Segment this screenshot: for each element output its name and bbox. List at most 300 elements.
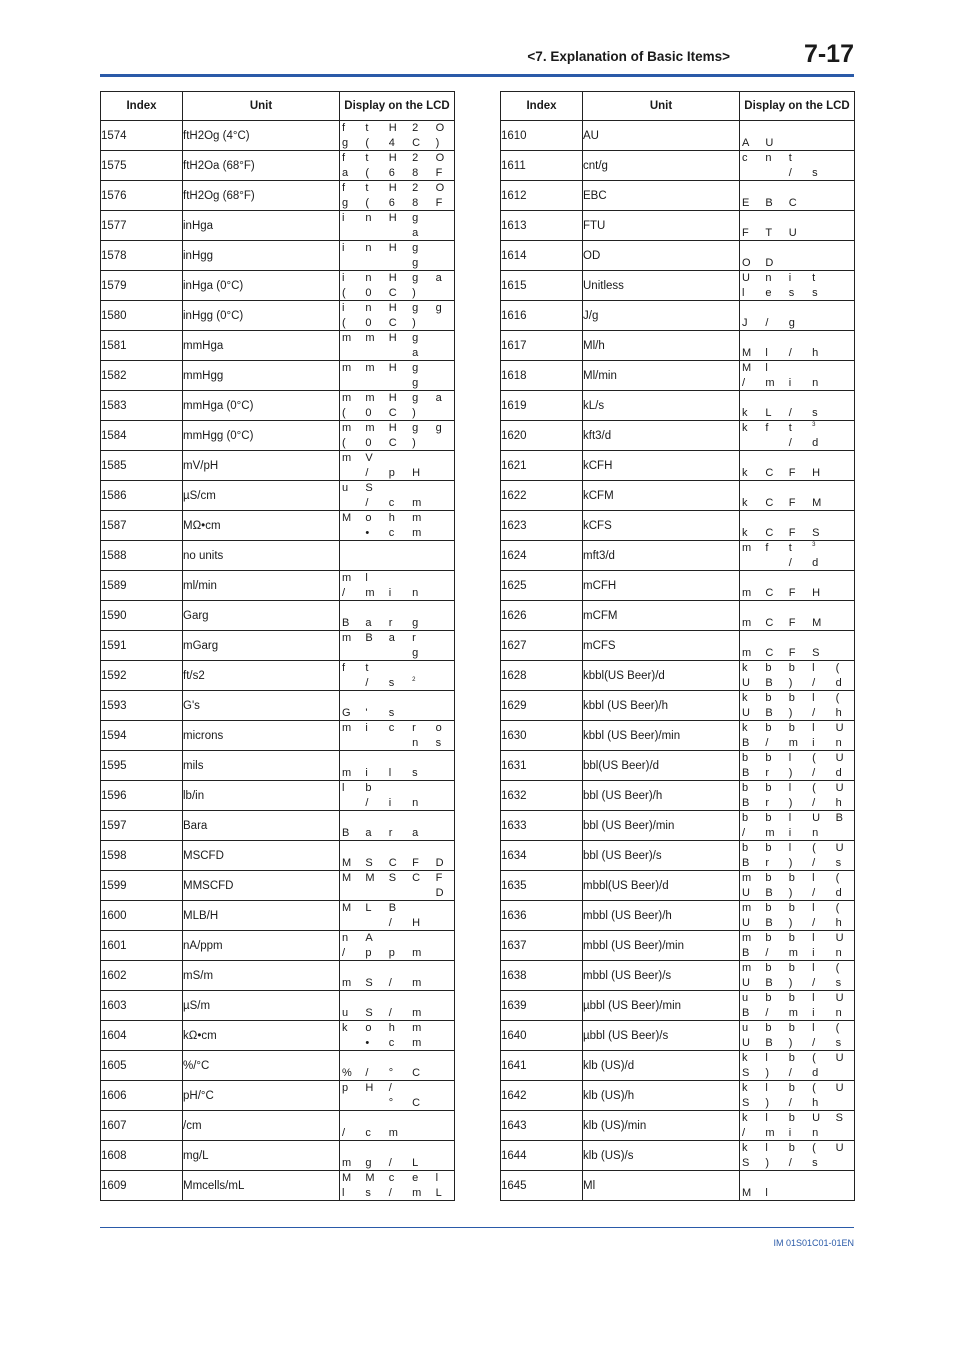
index-cell: 1616 — [501, 301, 583, 331]
table-row — [101, 481, 455, 511]
lcd-character: l — [812, 932, 815, 944]
table-row — [101, 391, 455, 421]
lcd-character — [436, 751, 459, 766]
lcd-character-grid — [340, 181, 454, 210]
lcd-character — [789, 571, 812, 586]
lcd-character — [742, 181, 765, 196]
lcd-character: L — [765, 406, 772, 419]
lcd-character — [836, 466, 859, 481]
lcd-character — [812, 571, 835, 586]
lcd-character: C — [412, 1066, 421, 1079]
lcd-character: s — [835, 976, 842, 989]
lcd-character — [436, 406, 459, 421]
index-cell: 1617 — [501, 331, 583, 361]
index-cell: 1608 — [101, 1141, 183, 1171]
index-cell: 1628 — [501, 661, 583, 691]
unit-cell: kCFH — [583, 451, 740, 481]
lcd-character: t — [788, 152, 792, 164]
lcd-character — [765, 601, 788, 616]
index-cell: 1589 — [101, 571, 183, 601]
lcd-display-cell — [740, 1021, 855, 1051]
lcd-character — [342, 796, 365, 811]
lcd-character: r — [765, 856, 770, 869]
lcd-character — [436, 841, 459, 856]
lcd-character: / — [742, 1126, 746, 1139]
lcd-character: l — [765, 1082, 768, 1094]
lcd-character: A — [365, 932, 373, 944]
lcd-character — [836, 271, 859, 286]
unit-cell: mS/m — [183, 961, 340, 991]
index-cell: 1597 — [101, 811, 183, 841]
lcd-character: H — [388, 122, 397, 134]
lcd-character — [412, 706, 435, 721]
lcd-character — [836, 526, 859, 541]
lcd-character — [812, 151, 835, 166]
lcd-character — [389, 376, 412, 391]
unit-cell: Ml/h — [583, 331, 740, 361]
lcd-character — [365, 1111, 388, 1126]
lcd-character — [389, 571, 412, 586]
lcd-character: b — [765, 722, 772, 734]
unit-cell: Bara — [183, 811, 340, 841]
lcd-character-grid — [340, 871, 454, 900]
lcd-character-grid — [740, 121, 854, 150]
index-cell: 1614 — [501, 241, 583, 271]
lcd-character-grid — [740, 151, 854, 180]
lcd-character: 8 — [412, 196, 419, 209]
lcd-character: F — [788, 646, 796, 659]
lcd-character-grid — [740, 721, 854, 750]
lcd-display-cell — [740, 541, 855, 571]
lcd-display-cell — [740, 211, 855, 241]
lcd-character: U — [742, 976, 750, 989]
table-row — [101, 151, 455, 181]
lcd-character: B — [365, 632, 373, 644]
lcd-character: b — [765, 932, 772, 944]
lcd-character: H — [365, 1082, 374, 1094]
lcd-character — [836, 136, 859, 151]
index-cell: 1643 — [501, 1111, 583, 1141]
lcd-display-cell — [340, 451, 455, 481]
lcd-character-grid — [340, 961, 454, 990]
lcd-character: t — [788, 422, 792, 434]
lcd-character: b — [788, 1142, 795, 1154]
lcd-character-grid — [340, 1171, 454, 1200]
lcd-character: m — [342, 976, 352, 989]
lcd-character: M — [342, 902, 352, 914]
index-cell: 1583 — [101, 391, 183, 421]
lcd-character: f — [765, 422, 769, 434]
unit-cell: AU — [583, 121, 740, 151]
index-cell: 1626 — [501, 601, 583, 631]
table-row — [501, 871, 855, 901]
lcd-character: M — [342, 872, 352, 884]
lcd-character: c — [388, 526, 395, 539]
lcd-character — [836, 421, 859, 436]
lcd-character: b — [765, 662, 772, 674]
lcd-character — [389, 736, 412, 751]
index-cell: 1585 — [101, 451, 183, 481]
lcd-character: / — [365, 676, 369, 689]
lcd-character — [342, 1141, 365, 1156]
lcd-character: C — [765, 616, 774, 629]
lcd-character — [342, 676, 365, 691]
lcd-character — [412, 541, 435, 556]
lcd-character: a — [342, 166, 349, 179]
table-row — [501, 571, 855, 601]
lcd-character: O — [742, 256, 751, 269]
lcd-character — [365, 991, 388, 1006]
lcd-character — [412, 781, 435, 796]
lcd-character: g — [435, 422, 442, 434]
lcd-character — [436, 226, 459, 241]
table-row — [501, 1171, 855, 1201]
lcd-character-grid — [740, 211, 854, 240]
unit-cell: no units — [183, 541, 340, 571]
lcd-character — [342, 916, 365, 931]
lcd-character-grid — [740, 571, 854, 600]
lcd-character-grid — [740, 481, 854, 510]
unit-cell: kbbl (US Beer)/min — [583, 721, 740, 751]
table-row — [501, 601, 855, 631]
lcd-character-grid — [340, 631, 454, 660]
lcd-character: D — [435, 886, 444, 899]
lcd-character: i — [342, 272, 345, 284]
lcd-character — [812, 1186, 835, 1201]
lcd-character: d — [835, 886, 842, 899]
lcd-character: U — [742, 1036, 750, 1049]
lcd-character — [342, 841, 365, 856]
lcd-character — [389, 481, 412, 496]
unit-cell: mbbl (US Beer)/min — [583, 931, 740, 961]
lcd-character: u — [342, 1006, 349, 1019]
lcd-display-cell — [340, 511, 455, 541]
lcd-character — [789, 601, 812, 616]
lcd-character: m — [742, 932, 752, 944]
unit-cell: FTU — [583, 211, 740, 241]
lcd-character: g — [412, 392, 419, 404]
lcd-character: U — [835, 782, 844, 794]
table-row — [101, 1171, 455, 1201]
lcd-character: ( — [835, 872, 840, 884]
unit-cell: Mmcells/mL — [183, 1171, 340, 1201]
lcd-character: h — [835, 916, 842, 929]
lcd-character: i — [388, 796, 392, 809]
lcd-character — [836, 406, 859, 421]
lcd-character — [342, 691, 365, 706]
lcd-character — [836, 646, 859, 661]
table-row — [101, 361, 455, 391]
lcd-character-grid — [340, 661, 454, 690]
table-row — [501, 1051, 855, 1081]
lcd-character — [436, 661, 459, 676]
unit-table-left — [100, 91, 455, 1201]
lcd-character — [365, 346, 388, 361]
lcd-character: H — [388, 422, 397, 434]
lcd-character: O — [435, 122, 445, 134]
unit-cell: µbbl (US Beer)/s — [583, 1021, 740, 1051]
lcd-character: H — [412, 916, 421, 929]
lcd-character — [742, 241, 765, 256]
lcd-character — [789, 256, 812, 271]
lcd-character — [836, 556, 859, 571]
lcd-display-cell — [340, 991, 455, 1021]
lcd-character: n — [365, 302, 372, 314]
lcd-character — [342, 541, 365, 556]
lcd-character: 4 — [388, 136, 395, 149]
column-header-unit: Unit — [183, 92, 340, 121]
lcd-character: M — [342, 856, 352, 869]
lcd-character-grid — [340, 691, 454, 720]
lcd-character: E — [742, 196, 750, 209]
lcd-character — [742, 331, 765, 346]
lcd-character: b — [742, 812, 749, 824]
table-row — [101, 451, 455, 481]
lcd-character: b — [365, 782, 372, 794]
lcd-character: ) — [788, 976, 793, 989]
lcd-character: F — [788, 526, 796, 539]
lcd-character: e — [412, 1172, 419, 1184]
lcd-character: / — [388, 1186, 392, 1199]
table-row — [101, 931, 455, 961]
lcd-character: m — [742, 962, 752, 974]
lcd-character: T — [765, 226, 773, 239]
lcd-display-cell — [740, 241, 855, 271]
lcd-character: a — [365, 826, 372, 839]
index-cell: 1622 — [501, 481, 583, 511]
lcd-character — [342, 646, 365, 661]
lcd-character — [742, 211, 765, 226]
lcd-character: ° — [388, 1066, 394, 1079]
unit-cell: MLB/H — [183, 901, 340, 931]
index-cell: 1638 — [501, 961, 583, 991]
lcd-character — [365, 916, 388, 931]
lcd-character — [789, 1186, 812, 1201]
lcd-character — [436, 1051, 459, 1066]
lcd-character: U — [835, 992, 844, 1004]
lcd-character-grid — [740, 421, 854, 450]
table-row — [101, 661, 455, 691]
lcd-display-cell — [340, 631, 455, 661]
index-cell: 1624 — [501, 541, 583, 571]
lcd-character — [812, 181, 835, 196]
lcd-character: m — [765, 826, 775, 839]
index-cell: 1639 — [501, 991, 583, 1021]
lcd-character — [836, 196, 859, 211]
lcd-character: i — [365, 722, 368, 734]
lcd-character: H — [412, 466, 421, 479]
lcd-character: 2 — [412, 122, 419, 134]
lcd-character: h — [835, 796, 842, 809]
lcd-character: S — [388, 872, 397, 884]
lcd-character: b — [788, 932, 795, 944]
lcd-character: L — [412, 1156, 419, 1169]
lcd-display-cell — [740, 1081, 855, 1111]
lcd-character — [812, 136, 835, 151]
lcd-character: C — [388, 856, 397, 869]
lcd-display-cell — [340, 211, 455, 241]
lcd-character: g — [412, 256, 419, 269]
unit-cell: mmHga — [183, 331, 340, 361]
lcd-character: S — [742, 1156, 750, 1169]
lcd-character — [789, 451, 812, 466]
table-row — [501, 241, 855, 271]
lcd-character: U — [835, 1142, 844, 1154]
document-id: IM 01S01C01-01EN — [773, 1238, 854, 1248]
lcd-character: B — [342, 616, 350, 629]
lcd-character: n — [765, 272, 772, 284]
table-row — [501, 841, 855, 871]
lcd-character: G — [342, 706, 351, 719]
unit-cell: MΩ•cm — [183, 511, 340, 541]
lcd-character — [812, 451, 835, 466]
lcd-character: F — [742, 226, 749, 239]
lcd-character — [389, 646, 412, 661]
index-cell: 1641 — [501, 1051, 583, 1081]
lcd-character: L — [435, 1186, 442, 1199]
lcd-character: B — [742, 856, 750, 869]
lcd-character: / — [788, 346, 792, 359]
lcd-character — [836, 541, 859, 556]
lcd-character: s — [835, 856, 842, 869]
lcd-display-cell — [740, 301, 855, 331]
lcd-display-cell — [740, 631, 855, 661]
lcd-display-cell — [740, 931, 855, 961]
lcd-character: • — [365, 1036, 370, 1049]
lcd-character-grid — [340, 991, 454, 1020]
lcd-character: F — [435, 196, 443, 209]
lcd-character: n — [765, 152, 772, 164]
index-cell: 1574 — [101, 121, 183, 151]
lcd-character — [765, 241, 788, 256]
lcd-character-grid — [340, 511, 454, 540]
lcd-character: l — [788, 782, 792, 794]
table-row — [501, 181, 855, 211]
lcd-character — [365, 601, 388, 616]
lcd-display-cell — [340, 841, 455, 871]
lcd-character: i — [342, 242, 345, 254]
lcd-character — [789, 181, 812, 196]
lcd-character: l — [788, 842, 792, 854]
lcd-character — [365, 1096, 388, 1111]
lcd-character: M — [342, 512, 352, 524]
lcd-character: 8 — [412, 166, 419, 179]
lcd-character-grid — [740, 391, 854, 420]
lcd-character — [389, 841, 412, 856]
lcd-character: g — [412, 302, 419, 314]
lcd-character: 6 — [388, 166, 395, 179]
lcd-character — [389, 226, 412, 241]
lcd-character: U — [835, 932, 844, 944]
lcd-character: S — [742, 1096, 750, 1109]
lcd-character — [365, 751, 388, 766]
lcd-character: t — [365, 122, 369, 134]
lcd-character — [389, 556, 412, 571]
lcd-character — [742, 391, 765, 406]
lcd-character — [836, 391, 859, 406]
lcd-character: m — [342, 452, 352, 464]
lcd-character: 0 — [365, 316, 372, 329]
unit-cell: mGarg — [183, 631, 340, 661]
lcd-character: / — [788, 1096, 792, 1109]
lcd-character: B — [742, 766, 750, 779]
lcd-character: / — [365, 496, 369, 509]
lcd-character-grid — [340, 841, 454, 870]
lcd-character-grid — [340, 601, 454, 630]
lcd-character: s — [812, 406, 818, 419]
index-cell: 1637 — [501, 931, 583, 961]
lcd-character: / — [388, 1082, 392, 1094]
table-row — [501, 901, 855, 931]
lcd-character — [765, 166, 788, 181]
index-cell: 1610 — [501, 121, 583, 151]
lcd-display-cell — [740, 601, 855, 631]
lcd-display-cell — [740, 1171, 855, 1201]
lcd-character-grid — [740, 541, 854, 570]
lcd-display-cell — [740, 571, 855, 601]
lcd-character — [342, 1096, 365, 1111]
table-row — [101, 841, 455, 871]
lcd-character — [436, 991, 459, 1006]
lcd-character: f — [342, 662, 346, 674]
lcd-character: n — [342, 932, 349, 944]
lcd-display-cell — [340, 1081, 455, 1111]
index-cell: 1575 — [101, 151, 183, 181]
lcd-character: g — [412, 616, 419, 629]
lcd-character: / — [812, 706, 816, 719]
table-row — [101, 571, 455, 601]
lcd-character: / — [788, 406, 792, 419]
lcd-character — [836, 1096, 859, 1111]
lcd-character-grid — [740, 511, 854, 540]
lcd-character — [342, 526, 365, 541]
lcd-character — [436, 1126, 459, 1141]
lcd-character: ) — [412, 436, 416, 449]
lcd-character — [436, 1081, 459, 1096]
lcd-character: b — [788, 1022, 795, 1034]
lcd-character-grid — [740, 871, 854, 900]
lcd-character: l — [812, 1022, 815, 1034]
lcd-character: s — [435, 736, 442, 749]
lcd-character: f — [342, 182, 346, 194]
unit-cell: klb (US)/min — [583, 1111, 740, 1141]
lcd-character: b — [788, 902, 795, 914]
lcd-character: 0 — [365, 286, 372, 299]
lcd-character — [342, 601, 365, 616]
lcd-character: / — [388, 1006, 392, 1019]
unit-cell: MMSCFD — [183, 871, 340, 901]
lcd-character — [389, 1051, 412, 1066]
lcd-character: ) — [788, 796, 793, 809]
lcd-character — [436, 316, 459, 331]
lcd-display-cell — [340, 571, 455, 601]
table-row — [501, 961, 855, 991]
lcd-character: n — [365, 272, 372, 284]
lcd-character: U — [835, 752, 844, 764]
lcd-character: b — [765, 902, 772, 914]
lcd-display-cell — [340, 151, 455, 181]
table-row — [101, 331, 455, 361]
lcd-character: / — [788, 436, 792, 449]
lcd-character: / — [342, 586, 346, 599]
lcd-character — [812, 481, 835, 496]
lcd-character: m — [788, 946, 798, 959]
lcd-character: ) — [788, 916, 793, 929]
lcd-character: c — [388, 722, 395, 734]
lcd-character-grid — [740, 631, 854, 660]
lcd-character: m — [742, 616, 752, 629]
lcd-display-cell — [740, 751, 855, 781]
